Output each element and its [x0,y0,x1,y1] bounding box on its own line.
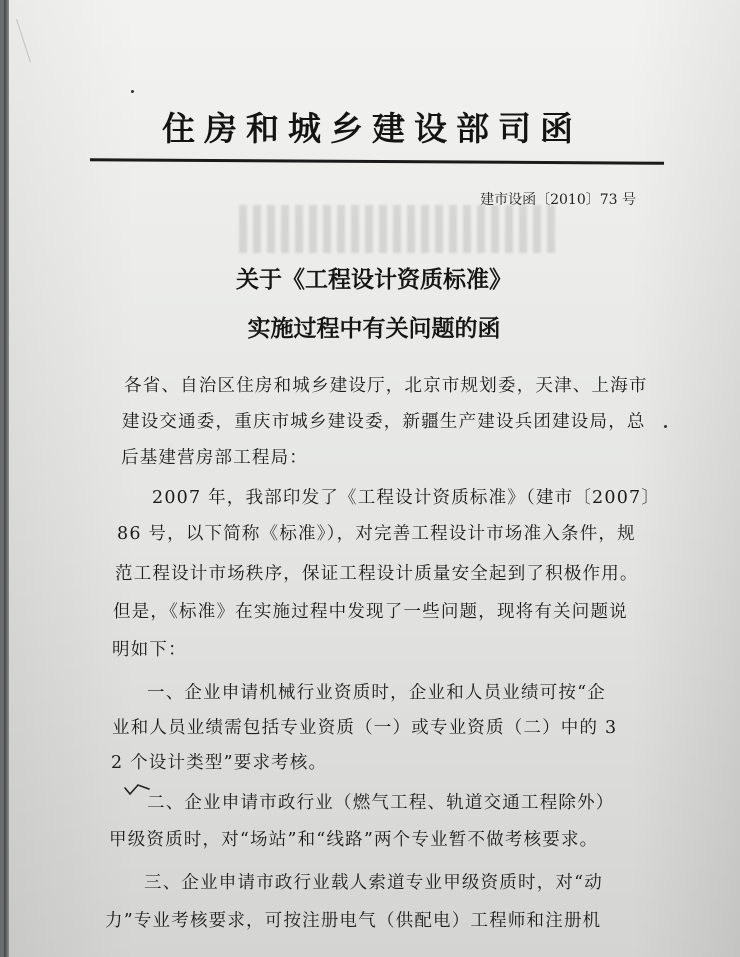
body-line: 二、企业申请市政行业（燃气工程、轨道交通工程除外） [147,793,615,813]
paper-speck [131,90,134,93]
document-page [4,0,740,957]
body-line: 业和人员业绩需包括专业资质（一）或专业资质（二）中的 3 [112,718,618,738]
body-line: 甲级资质时，对“场站”和“线路”两个专业暂不做考核要求。 [109,830,599,850]
body-line: 力”专业考核要求，可按注册电气（供配电）工程师和注册机 [105,911,602,931]
ink-bleed-through [239,205,559,253]
body-line: 后基建营房部工程局： [121,448,308,468]
body-line: 2007 年，我部印发了《工程设计资质标准》（建市〔2007〕 [152,488,661,508]
letterhead-rule [90,158,664,165]
body-line: 范工程设计市场秩序，保证工程设计质量安全起到了积极作用。 [115,564,639,584]
page-edge-shadow [4,0,9,957]
handwritten-check-mark [124,782,150,796]
subject-line-1: 关于《工程设计资质标准》 [236,267,512,293]
paper-crease [16,7,69,62]
body-line: 86 号，以下简称《标准》），对完善工程设计市场准入条件，规 [117,524,636,544]
body-line: 一、企业申请机械行业资质时，企业和人员业绩可按“企 [147,683,606,703]
body-line: 建设交通委，重庆市城乡建设委，新疆生产建设兵团建设局，总 [122,412,646,432]
body-line: 但是，《标准》在实施过程中发现了一些问题，现将有关问题说 [113,602,628,622]
subject-line-2: 实施过程中有关问题的函 [247,316,501,342]
document-number: 建市设函〔2010〕73 号 [480,192,636,208]
body-line: 三、企业申请市政行业载人索道专业甲级资质时，对“动 [144,873,603,893]
body-line: 明如下： [112,640,187,660]
body-line: 2 个设计类型”要求考核。 [111,753,328,773]
paper-speck [664,425,667,428]
agency-letterhead-title: 住房和城乡建设部司函 [162,109,582,148]
body-line: 各省、自治区住房和城乡建设厅，北京市规划委，天津、上海市 [124,376,648,396]
